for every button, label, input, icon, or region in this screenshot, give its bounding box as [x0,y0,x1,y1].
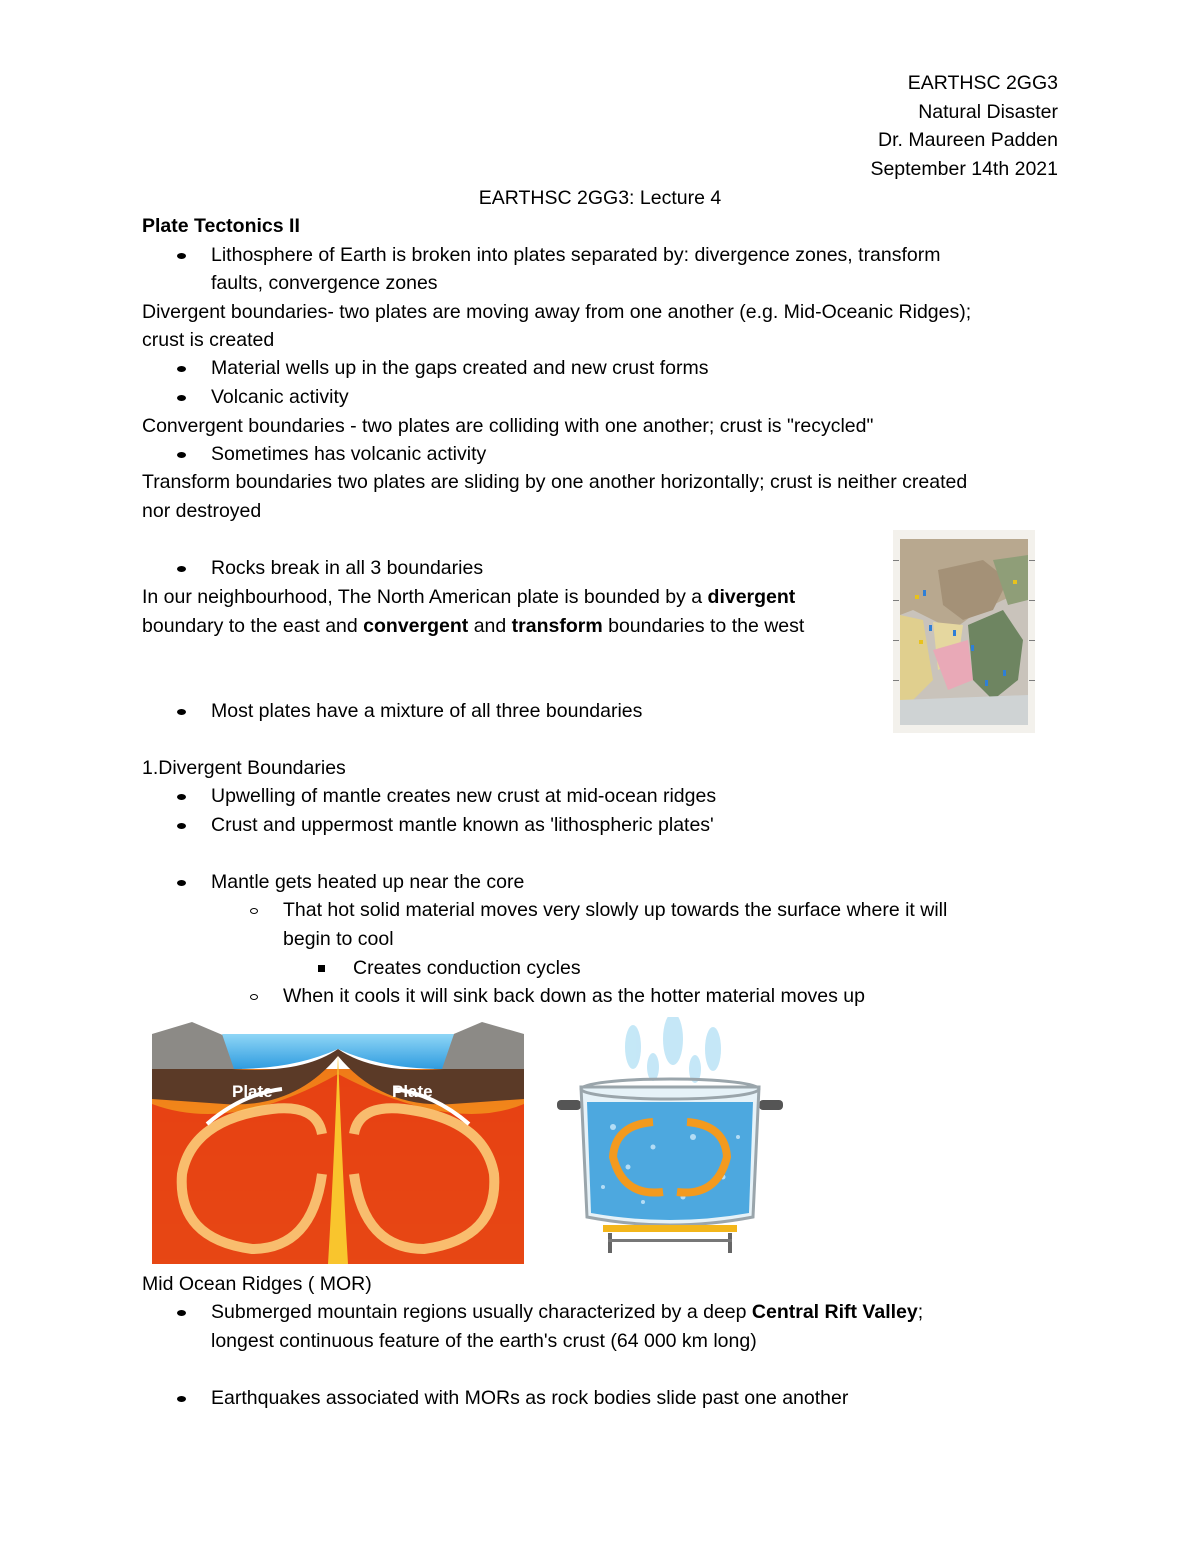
course-code: EARTHSC 2GG3 [907,72,1058,94]
hollow-bullet-icon [250,908,258,914]
text-line: Transform boundaries two plates are sliding by one another horizontally; crust is neither created [142,471,968,493]
text-line: begin to cool [283,928,394,950]
subsection-heading: Mid Ocean Ridges ( MOR) [142,1273,372,1295]
hollow-bullet-icon [250,994,258,1000]
text-line: Divergent boundaries- two plates are moving away from one another (e.g. Mid-Oceanic Ridges); [142,301,972,323]
subsection-heading: 1.Divergent Boundaries [142,757,346,779]
square-bullet-icon [318,965,325,972]
bullet-icon [177,1310,186,1316]
text-line: Earthquakes associated with MORs as rock bodies slide past one another [211,1387,849,1409]
bullet-icon [177,709,186,715]
text-line: Crust and uppermost mantle known as 'lithospheric plates' [211,814,714,836]
bullet-icon [177,794,186,800]
bullet-icon [177,823,186,829]
plate-label-left: Plate [232,1082,273,1101]
text-line: Volcanic activity [211,386,349,408]
text-line: Convergent boundaries - two plates are colliding with one another; crust is "recycled" [142,415,874,437]
text-line: In our neighbourhood, The North American plate is bounded by a divergent [142,586,796,608]
text-line: longest continuous feature of the earth's crust (64 000 km long) [211,1330,757,1352]
text-line: That hot solid material moves very slowly up towards the surface where it will [283,899,948,921]
bullet-icon [177,566,186,572]
course-subtitle: Natural Disaster [918,101,1058,123]
bullet-icon [177,253,186,259]
text-line: Lithosphere of Earth is broken into plates separated by: divergence zones, transform [211,244,941,266]
instructor-name: Dr. Maureen Padden [878,129,1058,151]
text-line: When it cools it will sink back down as the hotter material moves up [283,985,866,1007]
text-line: boundary to the east and convergent and transform boundaries to the west [142,615,805,637]
bullet-icon [177,395,186,401]
section-heading: Plate Tectonics II [142,215,300,237]
text-line: Most plates have a mixture of all three boundaries [211,700,643,722]
text-line: Material wells up in the gaps created and new crust forms [211,357,709,379]
text-line: nor destroyed [142,500,262,522]
bullet-icon [177,366,186,372]
mid-ocean-ridge-diagram [152,1014,524,1264]
bullet-icon [177,1396,186,1402]
text-line: Mantle gets heated up near the core [211,871,525,893]
plate-map-image [893,530,1035,733]
text-line: Creates conduction cycles [353,957,581,979]
text-line: Upwelling of mantle creates new crust at mid-ocean ridges [211,785,717,807]
text-line: crust is created [142,329,275,351]
lecture-date: September 14th 2021 [870,158,1058,180]
text-line: Rocks break in all 3 boundaries [211,557,484,579]
bullet-icon [177,452,186,458]
bullet-icon [177,880,186,886]
text-line: faults, convergence zones [211,272,438,294]
text-line: Submerged mountain regions usually characterized by a deep Central Rift Valley; [211,1301,924,1323]
plate-label-right: Plate [392,1082,433,1101]
document-title: EARTHSC 2GG3: Lecture 4 [478,187,722,209]
boiling-pot-diagram [553,1017,787,1257]
text-line: Sometimes has volcanic activity [211,443,487,465]
